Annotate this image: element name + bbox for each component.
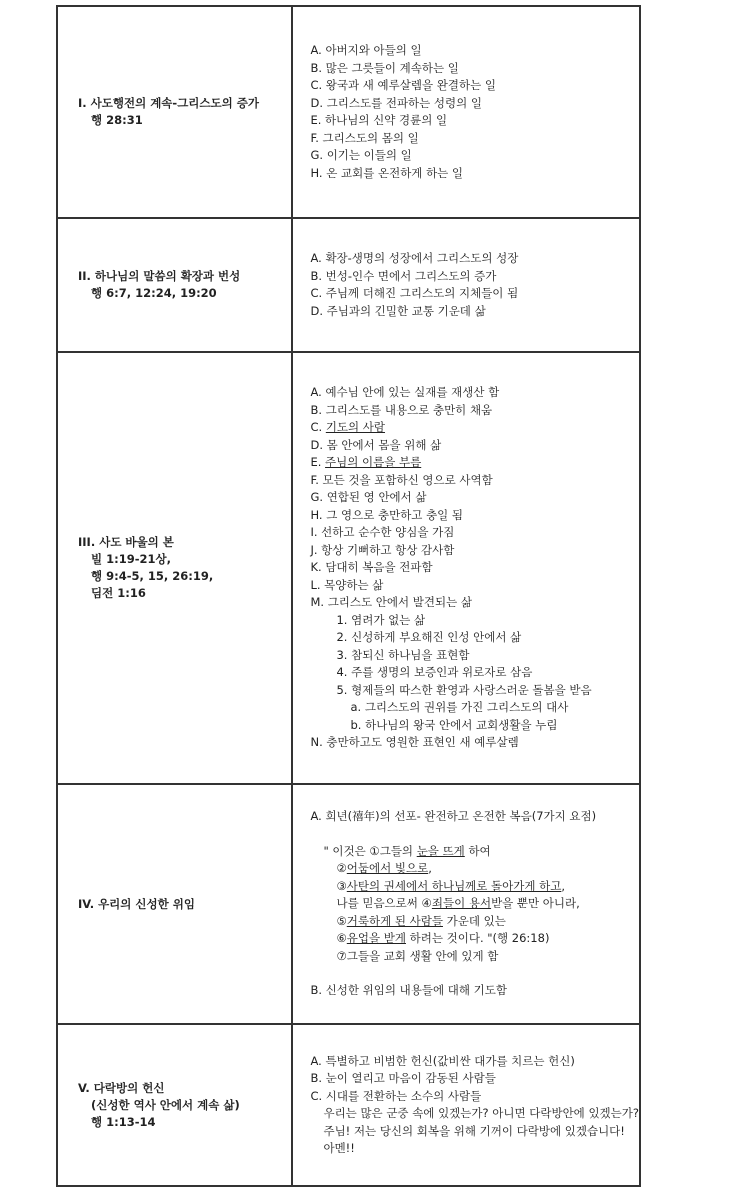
outline-point [310, 402, 639, 420]
section-heading [78, 268, 291, 302]
underlined-text: 거룩하게 된 사람들 [346, 913, 443, 928]
outline-point [310, 268, 639, 286]
scripture-reference: 빌 1:19-21상, [91, 552, 171, 566]
point-text: L. 목양하는 삶 [310, 577, 384, 592]
outline-point [310, 699, 639, 717]
underlined-text: 눈을 뜨게 [416, 843, 465, 858]
section-heading-cell [57, 1024, 292, 1186]
outline-point [310, 895, 639, 913]
point-text: ⑥ [336, 931, 347, 946]
point-text: C. 주님께 더해진 그리스도의 지체들이 됨 [310, 286, 519, 300]
outline-point [310, 1123, 639, 1141]
section-row [57, 218, 640, 352]
outline-point [310, 734, 639, 752]
point-text: ⑤ [336, 913, 347, 928]
section-points-cell [292, 218, 640, 352]
outline-point [310, 112, 639, 130]
outline-point [310, 489, 639, 507]
outline-point [310, 559, 639, 577]
point-text: 1. 염려가 없는 삶 [336, 612, 426, 627]
outline-point [310, 507, 639, 525]
point-text: 주님! 저는 당신의 회복을 위해 기꺼이 다락방에 있겠습니다! [323, 1123, 625, 1138]
outline-point [310, 454, 639, 472]
point-text: A. 예수님 안에 있는 실재를 재생산 함 [310, 385, 500, 400]
outline-point [310, 612, 639, 630]
point-text: G. 이기는 이들의 일 [310, 148, 412, 162]
underlined-text: 주님의 이름을 부름 [325, 455, 422, 470]
point-text: ② [336, 861, 347, 876]
section-title: IV. 우리의 신성한 위임 [78, 896, 195, 911]
section-points-cell [292, 784, 640, 1024]
outline-point [310, 472, 639, 490]
section-heading [78, 534, 291, 602]
point-text: A. 아버지와 아들의 일 [310, 43, 422, 57]
outline-point [310, 647, 639, 665]
section-points-cell [292, 6, 640, 218]
point-text: D. 몸 안에서 몸을 위해 삶 [310, 437, 442, 452]
outline-point [310, 147, 639, 165]
point-text: , [428, 861, 432, 876]
section-title: V. 다락방의 헌신 [78, 1080, 165, 1095]
section-row [57, 1024, 640, 1186]
point-text: A. 희년(禧年)의 선포- 완전하고 온전한 복음(7가지 요점) [310, 809, 597, 824]
section-row [57, 6, 640, 218]
section-title: II. 하나님의 말씀의 확장과 번성 [78, 269, 241, 283]
point-text: J. 항상 기뻐하고 항상 감사함 [310, 542, 455, 557]
point-text: 5. 형제들의 따스한 환영과 사랑스러운 돌봄을 받음 [336, 682, 592, 697]
section-points-cell [292, 1024, 640, 1186]
point-text: 가운데 있는 [442, 913, 506, 928]
point-text: 3. 참되신 하나님을 표현함 [336, 647, 470, 662]
point-text: G. 연합된 영 안에서 삶 [310, 490, 427, 505]
scripture-reference: 행 9:4-5, 15, 26:19, [91, 569, 214, 583]
section-heading-cell [57, 352, 292, 784]
outline-point [310, 860, 639, 878]
point-text: ⑦그들을 교회 생활 안에 있게 함 [336, 948, 499, 963]
point-text: B. 번성-인수 면에서 그리스도의 증가 [310, 268, 497, 283]
outline-point [310, 664, 639, 682]
outline-point [310, 542, 639, 560]
point-text: F. 그리스도의 몸의 일 [310, 130, 419, 145]
point-text: E. [310, 455, 326, 470]
section-row [57, 352, 640, 784]
point-text: I. 선하고 순수한 양심을 가짐 [310, 525, 455, 540]
scripture-reference: 딤전 1:16 [91, 586, 146, 600]
point-text: C. 왕국과 새 예루살렘을 완결하는 일 [310, 78, 496, 92]
point-text: B. 그리스도를 내용으로 충만히 채움 [310, 402, 493, 417]
outline-point [310, 913, 639, 931]
point-text: B. 많은 그릇들이 계속하는 일 [310, 60, 459, 75]
scripture-reference: (신성한 역사 안에서 계속 삶) [91, 1097, 240, 1112]
point-text: F. 모든 것을 포함하신 영으로 사역함 [310, 472, 493, 487]
outline-point [310, 808, 639, 826]
point-text: N. 충만하고도 영원한 표현인 새 예루살렘 [310, 735, 519, 750]
point-text: A. 확장-생명의 성장에서 그리스도의 성장 [310, 251, 519, 265]
section-points-cell [292, 352, 640, 784]
outline-point [310, 165, 639, 183]
outline-point [310, 384, 639, 402]
point-text: " 이것은 ①그들의 [323, 843, 417, 858]
outline-point [310, 524, 639, 542]
outline-table [56, 5, 641, 1187]
outline-point [310, 303, 639, 321]
outline-point [310, 419, 639, 437]
point-text: E. 하나님의 신약 경륜의 일 [310, 113, 448, 127]
point-text: M. 그리스도 안에서 발견되는 삶 [310, 595, 472, 610]
point-text: b. 하나님의 왕국 안에서 교회생활을 누림 [350, 717, 558, 732]
point-text: 4. 주를 생명의 보증인과 위로자로 삼음 [336, 665, 533, 680]
point-text: 2. 신성하게 부요해진 인성 안에서 삶 [336, 630, 522, 645]
outline-point [310, 948, 639, 966]
point-text: B. 눈이 열리고 마음이 감동된 사람들 [310, 1071, 496, 1085]
point-text: 받을 뿐만 아니라, [491, 896, 580, 911]
point-text: A. 특별하고 비범한 헌신(값비싼 대가를 치르는 헌신) [310, 1053, 575, 1068]
section-title: I. 사도행전의 계속-그리스도의 증가 [78, 96, 259, 110]
outline-point [310, 60, 639, 78]
point-text: C. [310, 420, 326, 435]
outline-point [310, 577, 639, 595]
point-text: 우리는 많은 군중 속에 있겠는가? 아니면 다락방안에 있겠는가? [323, 1106, 639, 1120]
point-text: 하여 [464, 843, 491, 858]
point-text: 아멘!! [323, 1141, 355, 1155]
outline-point [310, 1088, 639, 1106]
outline-point [310, 77, 639, 95]
section-heading-cell [57, 6, 292, 218]
underlined-text: 사탄의 권세에서 하나님께로 돌아가게 하고 [346, 878, 562, 893]
point-text: 나를 믿음으로써 ④ [336, 896, 432, 911]
outline-point [310, 982, 639, 1000]
outline-rows [57, 6, 640, 1186]
section-heading [78, 896, 291, 913]
point-text: D. 그리스도를 전파하는 성령의 일 [310, 95, 483, 110]
scripture-reference: 행 6:7, 12:24, 19:20 [91, 286, 217, 300]
outline-point [310, 1140, 639, 1158]
scripture-reference: 행 28:31 [91, 113, 143, 127]
point-text: , [561, 878, 566, 893]
point-text: 하려는 것이다. "(행 26:18) [405, 931, 550, 946]
point-text: H. 그 영으로 충만하고 충일 됨 [310, 507, 464, 522]
outline-point [310, 437, 639, 455]
underlined-text: 죄들이 용서 [431, 896, 492, 911]
outline-point [310, 1053, 639, 1071]
spacer [310, 965, 639, 982]
outline-point [310, 878, 639, 896]
outline-point [310, 42, 639, 60]
section-heading-cell [57, 784, 292, 1024]
outline-point [310, 1070, 639, 1088]
section-heading [78, 95, 291, 129]
section-heading [78, 1080, 291, 1131]
point-text: ③ [336, 878, 347, 893]
outline-point [310, 95, 639, 113]
outline-point [310, 930, 639, 948]
point-text: H. 온 교회를 온전하게 하는 일 [310, 165, 464, 180]
outline-point [310, 594, 639, 612]
outline-point [310, 130, 639, 148]
outline-point [310, 629, 639, 647]
point-text: C. 시대를 전환하는 소수의 사람들 [310, 1088, 482, 1103]
point-text: D. 주님과의 긴밀한 교통 기운데 삶 [310, 303, 486, 318]
underlined-text: 어둠에서 빛으로 [346, 861, 429, 876]
scripture-reference: 행 1:13-14 [91, 1114, 156, 1129]
outline-point [310, 285, 639, 303]
outline-point [310, 250, 639, 268]
underlined-text: 유업을 받게 [346, 931, 406, 946]
outline-point [310, 843, 639, 861]
point-text: K. 담대히 복음을 전파함 [310, 560, 433, 575]
point-text: a. 그리스도의 권위를 가진 그리스도의 대사 [350, 700, 569, 715]
outline-point [310, 717, 639, 735]
section-heading-cell [57, 218, 292, 352]
underlined-text: 기도의 사람 [325, 420, 386, 435]
section-row [57, 784, 640, 1024]
outline-point [310, 682, 639, 700]
section-title: III. 사도 바울의 본 [78, 535, 174, 549]
spacer [310, 826, 639, 843]
outline-point [310, 1105, 639, 1123]
point-text: B. 신성한 위임의 내용들에 대해 기도함 [310, 983, 507, 998]
